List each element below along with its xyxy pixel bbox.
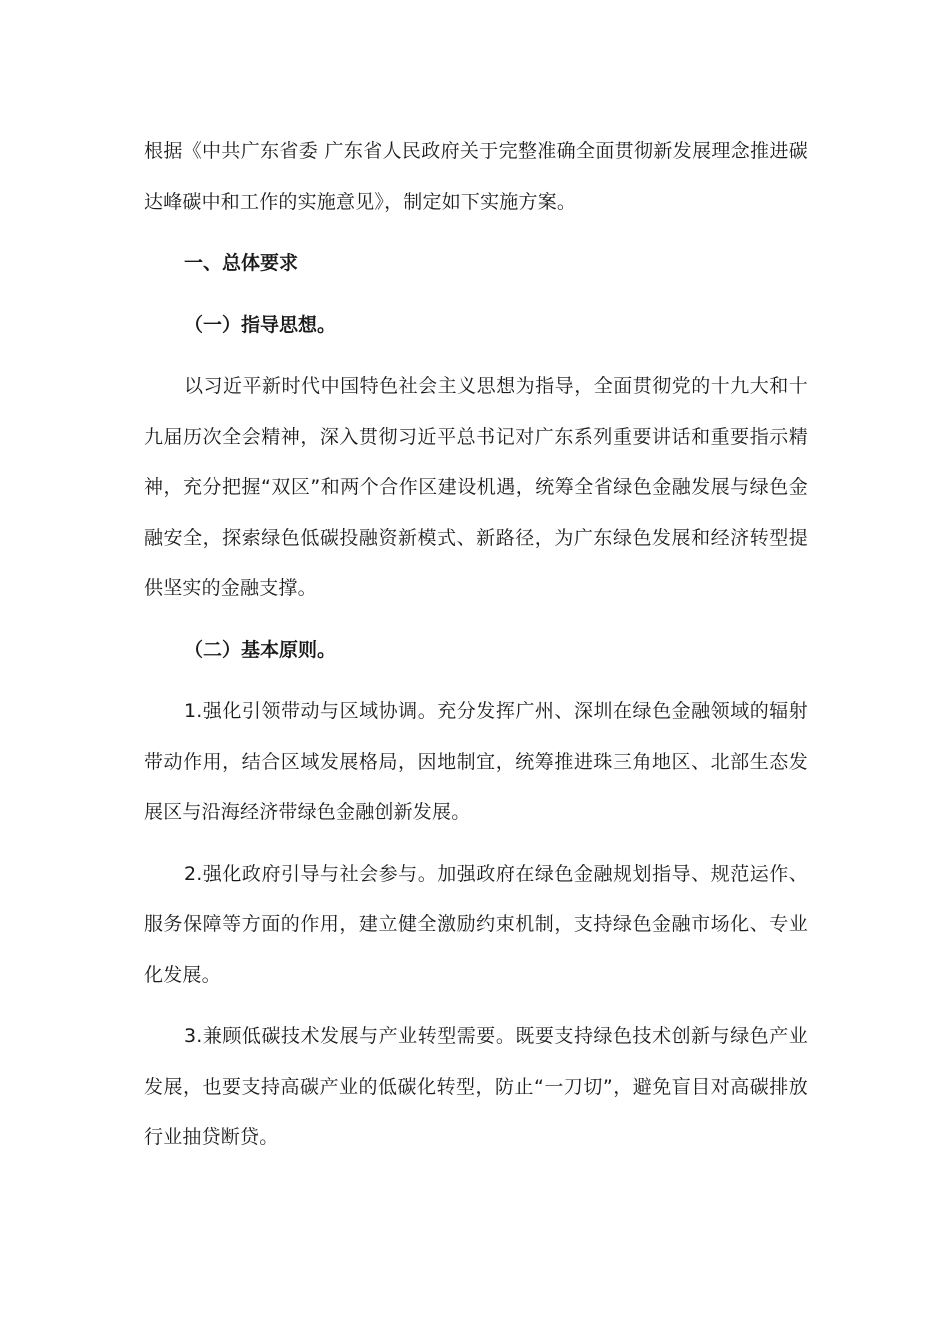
section-title-general-requirements: 一、总体要求 <box>184 252 299 274</box>
principle-paragraph-1: 1.强化引领带动与区域协调。充分发挥广州、深圳在绿色金融领域的辐射带动作用，结合区域发展格局，因地制宜，统筹推进珠三角地区、北部生态发展区与沿海经济带绿色金融创新发展。 <box>144 700 808 823</box>
guiding-ideology-paragraph: 以习近平新时代中国特色社会主义思想为指导，全面贯彻党的十九大和十九届历次全会精神，深入贯彻习近平总书记对广东系列重要讲话和重要指示精神，充分把握“双区”和两个合作区建设机遇，统筹全省绿色金融发展与绿色金融安全，探索绿色低碳投融资新模式、新路径，为广东绿色发展和经济转型提供坚实的金融支撑。 <box>144 375 808 599</box>
subsection-title-guiding-ideology: （一）指导思想。 <box>184 313 337 336</box>
principle-paragraph-3: 3.兼顾低碳技术发展与产业转型需要。既要支持绿色技术创新与绿色产业发展，也要支持高碳产业的低碳化转型，防止“一刀切”，避免盲目对高碳排放行业抽贷断贷。 <box>144 1025 808 1148</box>
subsection-title-basic-principles: （二）基本原则。 <box>184 638 337 661</box>
intro-paragraph: 根据《中共广东省委 广东省人民政府关于完整准确全面贯彻新发展理念推进碳达峰碳中和工作的实施意见》，制定如下实施方案。 <box>144 140 808 213</box>
principle-paragraph-2: 2.强化政府引导与社会参与。加强政府在绿色金融规划指导、规范运作、服务保障等方面的作用，建立健全激励约束机制，支持绿色金融市场化、专业化发展。 <box>144 862 808 986</box>
document-page <box>144 126 808 1163</box>
